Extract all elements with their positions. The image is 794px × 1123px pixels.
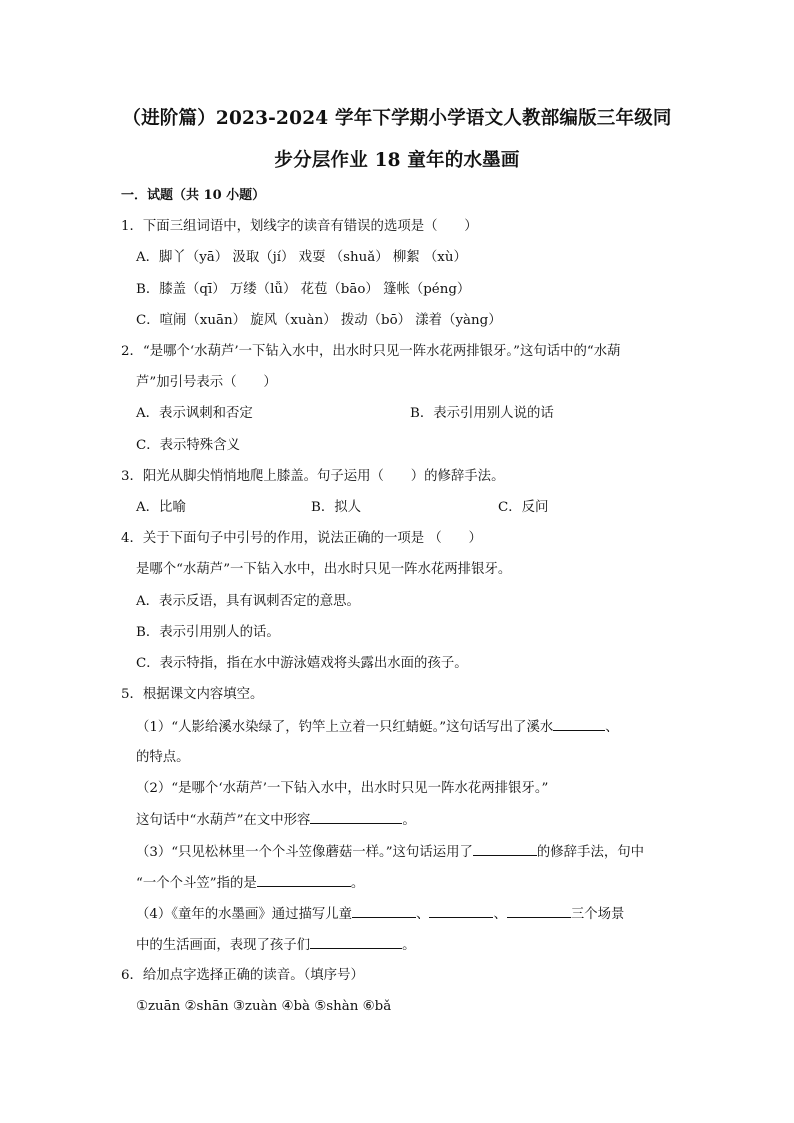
question-3-option-a: A．比喻 [136, 500, 186, 515]
question-3-option-c: C．反问 [498, 500, 549, 515]
question-5-part-2-line-2 [136, 811, 416, 830]
fill-blank[interactable] [257, 874, 351, 887]
document-title-line-1: （进阶篇）2023-2024 学年下学期小学语文人教部编版三年级同 [122, 108, 672, 129]
question-1-stem: 1．下面三组词语中，划线字的读音有错误的选项是（ ） [121, 219, 478, 234]
question-6-stem: 6．给加点字选择正确的读音。（填序号） [121, 968, 364, 983]
q5p3-line2-end: 。 [350, 876, 365, 891]
question-4-option-c: C．表示特指，指在水中游泳嬉戏将头露出水面的孩子。 [136, 656, 468, 671]
question-2-option-b: B．表示引用别人说的话 [410, 406, 554, 421]
question-5-part-3-line-1 [136, 843, 644, 862]
fill-blank[interactable] [507, 905, 571, 918]
question-4-option-a: A．表示反语，具有讽刺否定的意思。 [136, 594, 360, 609]
question-4-quote: 是哪个“水葫芦”一下钻入水中，出水时只见一阵水花两排银牙。 [136, 562, 512, 577]
question-5-part-1-line-2: 的特点。 [136, 750, 190, 765]
question-1-option-a: A．脚丫（yā） 汲取（jí） 戏耍 （shuǎ） 柳絮 （xù） [136, 250, 467, 265]
fill-blank[interactable] [352, 905, 416, 918]
fill-blank[interactable] [429, 905, 493, 918]
question-2-option-a: A．表示讽刺和否定 [136, 406, 253, 421]
fill-blank[interactable] [553, 718, 605, 731]
q5p3-line2-text: “一个个斗笠”指的是 [136, 876, 257, 891]
question-6-options: ①zuān ②shān ③zuàn ④bà ⑤shàn ⑥bǎ [136, 999, 392, 1014]
question-5-stem: 5．根据课文内容填空。 [121, 687, 264, 702]
question-5-part-4-line-1 [136, 905, 624, 924]
question-4-stem: 4．关于下面句子中引号的作用，说法正确的一项是 （ ） [121, 531, 482, 546]
section-heading: 一．试题（共 10 小题） [121, 188, 266, 203]
question-2-stem-line-2: 芦”加引号表示（ ） [136, 375, 277, 390]
fill-blank[interactable] [473, 843, 537, 856]
q5p4-text-2: 三个场景 [570, 907, 625, 922]
question-4-option-b: B．表示引用别人的话。 [136, 625, 280, 640]
q5p4-line2-end: 。 [402, 938, 416, 953]
q5p2-end: 。 [402, 813, 416, 828]
q5p4-sep-2: 、 [493, 907, 507, 922]
q5p1-sep: 、 [605, 720, 619, 735]
fill-blank[interactable] [310, 811, 402, 824]
question-3-stem: 3．阳光从脚尖悄悄地爬上膝盖。句子运用（ ）的修辞手法。 [121, 469, 505, 484]
question-1-option-b: B．膝盖（qī） 万缕（lǚ） 花苞（bāo） 篷帐（péng） [136, 282, 471, 297]
q5p2-text: 这句话中“水葫芦”在文中形容 [136, 813, 311, 828]
q5p3-text: （3）“只见松林里一个个斗笠像蘑菇一样。”这句话运用了 [136, 845, 473, 860]
q5p3-text-2: 的修辞手法，句中 [536, 845, 645, 860]
question-2-option-c: C．表示特殊含义 [136, 438, 240, 453]
document-title-line-2: 步分层作业 18 童年的水墨画 [274, 150, 520, 171]
question-5-part-2-line-1: （2）“是哪个‘水葫芦’一下钻入水中，出水时只见一阵水花两排银牙。” [136, 781, 549, 796]
question-3-option-b: B．拟人 [311, 500, 362, 515]
q5p4-sep-1: 、 [416, 907, 430, 922]
question-5-part-3-line-2 [136, 874, 364, 893]
q5p4-text: （4）《童年的水墨画》通过描写儿童 [136, 907, 353, 922]
q5p4-line2-text: 中的生活画面，表现了孩子们 [136, 938, 311, 953]
question-2-stem-line-1: 2．“是哪个‘水葫芦’一下钻入水中，出水时只见一阵水花两排银牙。”这句话中的“水葫 [121, 344, 621, 359]
fill-blank[interactable] [310, 936, 402, 949]
q5p1-text: （1）“人影给溪水染绿了，钓竿上立着一只红蜻蜓。”这句话写出了溪水 [136, 720, 554, 735]
question-5-part-1 [136, 718, 619, 737]
question-1-option-c: C．喧闹（xuān） 旋风（xuàn） 拨动（bō） 漾着（yàng） [136, 313, 502, 328]
question-5-part-4-line-2 [136, 936, 415, 955]
